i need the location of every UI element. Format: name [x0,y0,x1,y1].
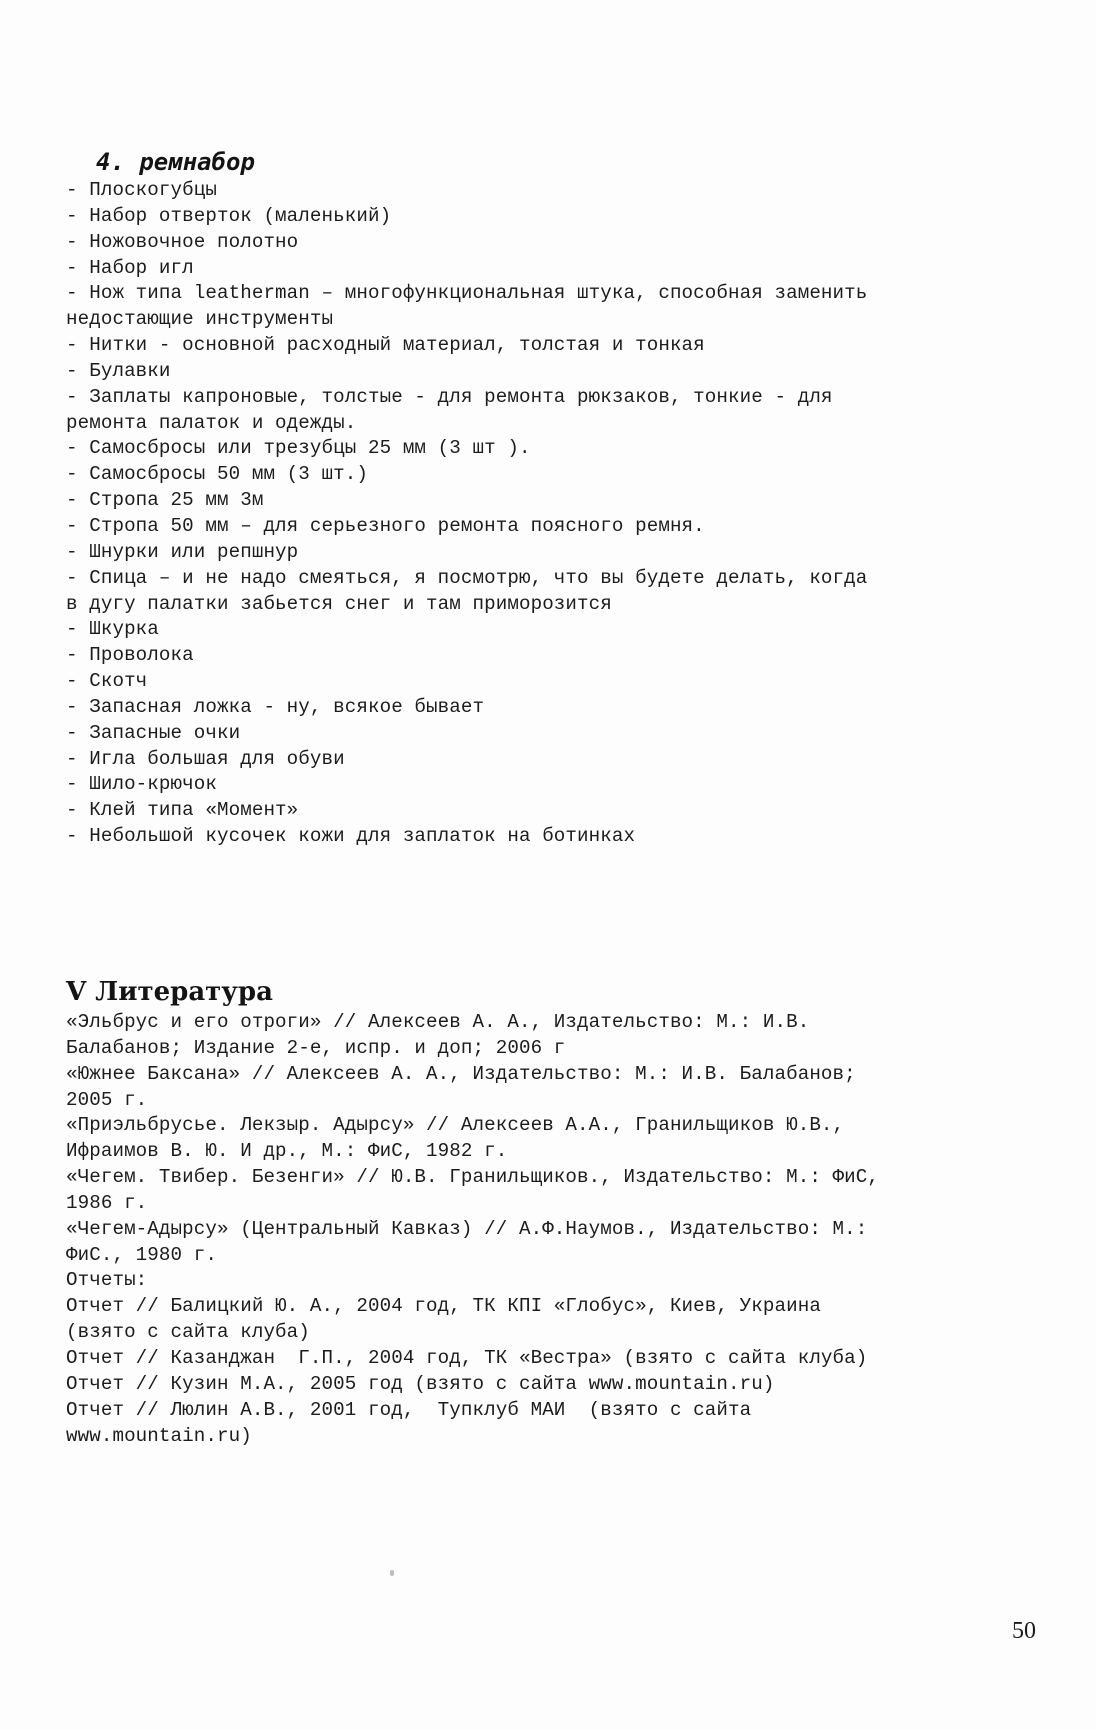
list-item: - Клей типа «Момент» [66,799,299,822]
repair-kit-heading: 4. ремнабор [96,148,255,176]
list-item: ФиС., 1980 г. [66,1243,217,1266]
repair-kit-section [66,146,1026,850]
list-item: Ифраимов В. Ю. И др., М.: ФиС, 1982 г. [66,1140,508,1163]
list-item: 2005 г. [66,1088,148,1111]
list-item: - Шкурка [66,618,159,641]
list-item: - Плоскогубцы [66,179,217,201]
list-item: «Южнее Баксана» // Алексеев А. А., Издательство: М.: И.В. Балабанов; [66,1062,856,1085]
list-item: - Самосбросы 50 мм (3 шт.) [66,463,368,486]
list-item: - Заплаты капроновые, толстые - для ремонта рюкзаков, тонкие - для [66,385,833,408]
literature-heading: V Литература [66,977,273,1007]
list-item: - Запасные очки [66,721,241,744]
list-item: - Скотч [66,670,148,693]
list-item: - Стропа 25 мм 3м [66,489,264,512]
list-item: Отчет // Люлин А.В., 2001 год, Тупклуб МАИ (взято с сайта [66,1398,752,1421]
list-item: Отчет // Балицкий Ю. А., 2004 год, ТК КПI «Глобус», Киев, Украина [66,1295,821,1318]
list-item: - Ножовочное полотно [66,230,299,253]
list-item: «Эльбрус и его отроги» // Алексеев А. А., Издательство: М.: И.В. [66,1011,810,1033]
list-item: - Стропа 50 мм – для серьезного ремонта поясного ремня. [66,514,705,537]
scan-speck [390,1570,394,1576]
list-item: 1986 г. [66,1191,148,1214]
list-item: Балабанов; Издание 2-е, испр. и доп; 2006 г [66,1036,566,1059]
list-item: «Чегем. Твибер. Безенги» // Ю.В. Гранильщиков., Издательство: М.: ФиС, [66,1166,880,1189]
repair-kit-list [66,178,1026,850]
list-item: Отчеты: [66,1269,148,1292]
list-item: Отчет // Казанджан Г.П., 2004 год, ТК «Вестра» (взято с сайта клуба) [66,1346,868,1369]
list-item: «Чегем-Адырсу» (Центральный Кавказ) // А.Ф.Наумов., Издательство: М.: [66,1217,868,1240]
literature-section [66,976,1026,1449]
list-item: - Спица – и не надо смеяться, я посмотрю, что вы будете делать, когда [66,566,868,589]
list-item: - Игла большая для обуви [66,747,345,770]
list-item: - Нож типа leatherman – многофункциональная штука, способная заменить [66,282,868,305]
list-item: - Проволока [66,644,194,667]
list-item: недостающие инструменты [66,308,334,331]
list-item: - Небольшой кусочек кожи для заплаток на ботинках [66,825,636,848]
list-item: (взято с сайта клуба) [66,1321,310,1344]
list-item: - Нитки - основной расходный материал, толстая и тонкая [66,334,705,357]
list-item: Отчет // Кузин М.А., 2005 год (взято с сайта www.mountain.ru) [66,1372,775,1395]
list-item: - Набор отверток (маленький) [66,204,392,227]
list-item: - Набор игл [66,256,194,279]
literature-list [66,1010,1026,1449]
list-item: - Самосбросы или трезубцы 25 мм (3 шт ). [66,437,531,460]
list-item: в дугу палатки забьется снег и там приморозится [66,592,612,615]
list-item: - Шило-крючок [66,773,217,796]
list-item: «Приэльбрусье. Лекзыр. Адырсу» // Алексеев А.А., Гранильщиков Ю.В., [66,1114,845,1137]
list-item: www.mountain.ru) [66,1424,252,1447]
list-item: ремонта палаток и одежды. [66,411,357,434]
list-item: - Запасная ложка - ну, всякое бывает [66,695,485,718]
list-item: - Шнурки или репшнур [66,540,299,563]
page-number: 50 [1012,1618,1036,1644]
list-item: - Булавки [66,359,171,382]
